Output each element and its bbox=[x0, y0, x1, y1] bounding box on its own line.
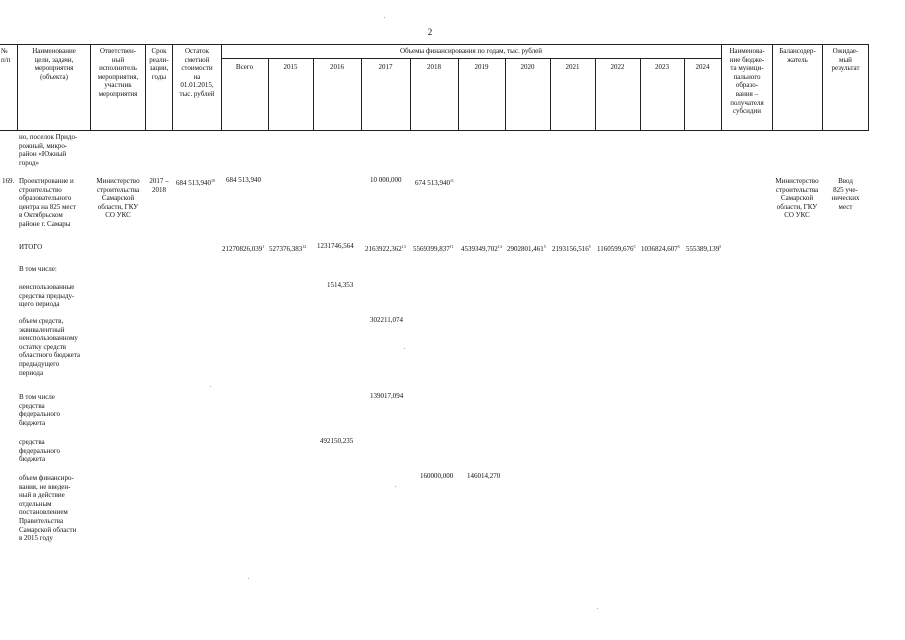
row-169-executor: Министерство строительства Самарской области, ГКУ СО УКС bbox=[96, 177, 140, 220]
page-number: 2 bbox=[427, 27, 433, 37]
incl-label: В том числе: bbox=[19, 265, 57, 273]
header-result: Ожидае- мый результат bbox=[831, 47, 860, 73]
row-169-2018: 674 513,940$^{11}$ bbox=[415, 178, 454, 187]
header-recipient: Наименова- ние бюдже- та муници- пального образо- вания – получателя субсидии bbox=[729, 47, 765, 116]
notin-2018: 160000,000 bbox=[420, 472, 454, 480]
scan-speck bbox=[384, 17, 385, 18]
equiv-2017: 302211,074 bbox=[370, 316, 403, 324]
row-169-total: 684 513,940 bbox=[226, 176, 261, 184]
header-no: № п/п bbox=[1, 47, 11, 64]
header-year: 2015 bbox=[283, 63, 298, 71]
header-year: 2024 bbox=[695, 63, 710, 71]
scan-speck bbox=[597, 608, 598, 609]
equiv-label: объем средств, эквивалентный неиспользованному остатку средств областного бюджета предыдущего периода bbox=[19, 317, 80, 377]
row-169-name: Проектирование и строительство образовательного центра на 825 мест в Октябрьском районе г. Самары bbox=[19, 177, 76, 228]
row-169-holder: Министерство строительства Самарской области, ГКУ СО УКС bbox=[775, 177, 819, 220]
row-169-result: Ввод 825 уче- нических мест bbox=[831, 177, 860, 211]
fed-2016: 492150,235 bbox=[320, 437, 354, 445]
fed-incl-2017: 139017,094 bbox=[370, 392, 404, 400]
header-holder: Балансодер- жатель bbox=[779, 47, 816, 64]
header-year: 2018 bbox=[427, 63, 441, 71]
scan-speck bbox=[210, 386, 211, 387]
scan-speck bbox=[248, 578, 249, 579]
header-executor: Ответствен- ный исполнитель мероприятия, участник мероприятия bbox=[97, 47, 139, 98]
row-169-term: 2017 – 2018 bbox=[149, 177, 169, 194]
fed-label: средства федерального бюджета bbox=[19, 438, 61, 464]
row-169-2017: 10 000,000 bbox=[370, 176, 402, 184]
header-year: 2022 bbox=[610, 63, 625, 71]
itogo-2018: 5569399,837$^{11}$ bbox=[413, 244, 454, 253]
header-year: 2020 bbox=[520, 63, 535, 71]
header-year: 2016 bbox=[330, 63, 344, 71]
cont-name: но, поселок Придо- рожный, микро- район «Южный город» bbox=[19, 133, 78, 167]
header-remainder: Остаток сметной стоимости на 01.01.2015, тыс. рублей bbox=[179, 47, 215, 98]
fed-incl-label: В том числе средства федерального бюджета bbox=[19, 393, 61, 427]
header-total: Всего bbox=[235, 63, 254, 71]
header-funding-title: Объемы финансирования по годам, тыс. рублей bbox=[399, 47, 543, 55]
itogo-2024: 555389,139$^5$ bbox=[686, 244, 722, 253]
row-169-no: 169. bbox=[2, 177, 15, 185]
itogo-2015: 527376,383$^{12}$ bbox=[269, 244, 307, 253]
header-term: Срок реали- зации, годы bbox=[149, 47, 169, 81]
itogo-2016: 1231746,564 bbox=[317, 242, 354, 250]
header-year: 2017 bbox=[378, 63, 393, 71]
itogo-2023: 1036824,607$^5$ bbox=[641, 244, 680, 253]
itogo-label: ИТОГО bbox=[19, 243, 43, 251]
unused-2016: 1514,353 bbox=[327, 281, 354, 289]
itogo-2019: 4539349,702$^{14}$ bbox=[461, 244, 502, 253]
itogo-2020: 2902801,461$^5$ bbox=[507, 244, 546, 253]
notin-2019: 146014,270 bbox=[467, 472, 501, 480]
header-year: 2019 bbox=[474, 63, 489, 71]
header-name: Наименование цели, задачи, мероприятия (объекта) bbox=[32, 47, 76, 81]
itogo-2022: 1160599,676$^5$ bbox=[597, 244, 636, 253]
unused-label: неиспользованные средства предыду- щего периода bbox=[19, 283, 75, 309]
scan-speck bbox=[395, 486, 396, 487]
itogo-total: 21270826,039$^1$ bbox=[222, 244, 265, 253]
itogo-2017: 2163922,362$^{13}$ bbox=[365, 244, 406, 253]
header-year: 2021 bbox=[565, 63, 580, 71]
notin-label: объем финансиро- вания, не введен- ный в действие отдельным постановлением Правительства Самарской области в 2015 году bbox=[19, 474, 77, 543]
row-169-remainder: 684 513,940$^{10}$ bbox=[176, 178, 215, 187]
header-year: 2023 bbox=[655, 63, 669, 71]
itogo-2021: 2193156,516$^5$ bbox=[552, 244, 591, 253]
scan-speck bbox=[404, 348, 405, 349]
